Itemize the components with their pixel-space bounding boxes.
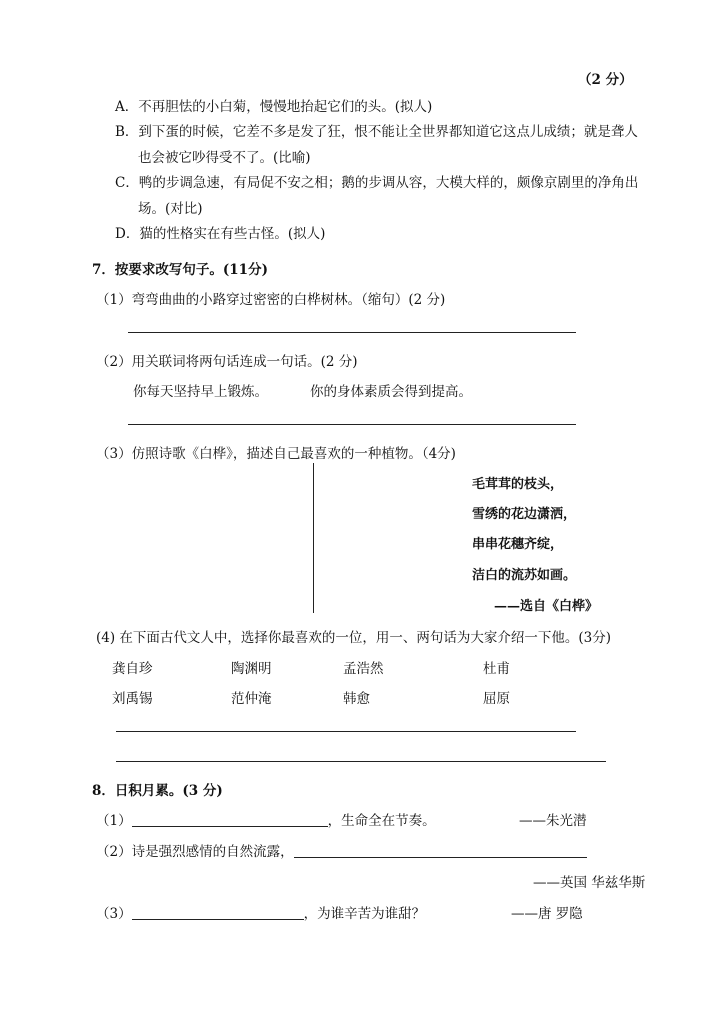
poet-name: 韩愈	[343, 691, 370, 707]
q8-line-1-text: ，生命全在节奏。	[327, 813, 436, 829]
q8-blank-2[interactable]	[294, 843, 587, 858]
q7-title: 7．按要求改写句子。(11分)	[92, 262, 268, 278]
q7-part1-prompt: （1）弯弯曲曲的小路穿过密密的白桦树林。（缩句）(2 分)	[96, 292, 446, 308]
q8-line-3-number: （3）	[96, 906, 132, 922]
q6-option-d: D．猫的性格实在有些古怪。(拟人)	[115, 226, 326, 242]
q8-title: 8．日积月累。(3 分)	[92, 783, 223, 799]
poet-name: 龚自珍	[112, 661, 153, 677]
poem-line-4: 洁白的流苏如画。	[472, 568, 577, 583]
q8-line-1	[96, 809, 436, 829]
q7-part3-divider	[313, 463, 314, 613]
poet-name: 屈原	[483, 691, 510, 707]
poem-line-1: 毛茸茸的枝头，	[472, 477, 564, 492]
q8-blank-1[interactable]	[132, 812, 328, 827]
poem-source: ——选自《白桦》	[494, 599, 599, 614]
q7-part2-answer-line[interactable]	[128, 424, 576, 425]
poem-line-3: 串串花穗齐绽，	[472, 537, 564, 552]
q6-score: （2 分）	[578, 72, 633, 88]
poet-name: 范仲淹	[231, 691, 272, 707]
q8-line-1-author: ——朱光潜	[519, 813, 587, 829]
q7-part1-answer-line[interactable]	[128, 332, 576, 333]
q8-line-1-number: （1）	[96, 813, 132, 829]
q8-line-2-author: ——英国 华兹华斯	[533, 875, 646, 891]
q8-line-2	[96, 840, 587, 860]
q8-line-3	[96, 902, 425, 922]
q8-line-3-author: ——唐 罗隐	[511, 906, 583, 922]
poet-name: 陶渊明	[231, 661, 272, 677]
q6-option-c-cont: 场。(对比)	[138, 201, 203, 217]
q6-option-a: A．不再胆怯的小白菊，慢慢地抬起它们的头。(拟人)	[115, 99, 433, 115]
poet-name: 刘禹锡	[112, 691, 153, 707]
q7-part2-prompt: （2）用关联词将两句话连成一句话。(2 分)	[96, 354, 358, 370]
q7-part2-sentence1: 你每天坚持早上锻炼。	[133, 384, 268, 400]
q8-line-2-text: （2）诗是强烈感情的自然流露，	[96, 844, 294, 860]
poet-name: 杜甫	[483, 661, 510, 677]
q7-part4-answer-line-1[interactable]	[116, 731, 576, 732]
poem-line-2: 雪绣的花边潇洒，	[472, 507, 577, 522]
q6-option-b: B．到下蛋的时候，它差不多是发了狂，恨不能让全世界都知道它这点儿成绩；就是聋人	[115, 124, 638, 140]
q8-blank-3[interactable]	[132, 905, 304, 920]
q6-option-c: C．鸭的步调急速，有局促不安之相；鹅的步调从容，大模大样的，颇像京剧里的净角出	[115, 175, 639, 191]
q8-line-3-text: ，为谁辛苦为谁甜？	[303, 906, 426, 922]
q7-part3-prompt: （3）仿照诗歌《白桦》，描述自己最喜欢的一种植物。（4分)	[96, 446, 456, 462]
q7-part4-answer-line-2[interactable]	[116, 761, 606, 762]
poet-name: 孟浩然	[343, 661, 384, 677]
q7-part4-prompt: (4) 在下面古代文人中，选择你最喜欢的一位，用一、两句话为大家介绍一下他。(3分)	[96, 630, 612, 646]
q7-part2-sentence2: 你的身体素质会得到提高。	[310, 384, 472, 400]
q6-option-b-cont: 也会被它吵得受不了。(比喻)	[138, 150, 311, 166]
